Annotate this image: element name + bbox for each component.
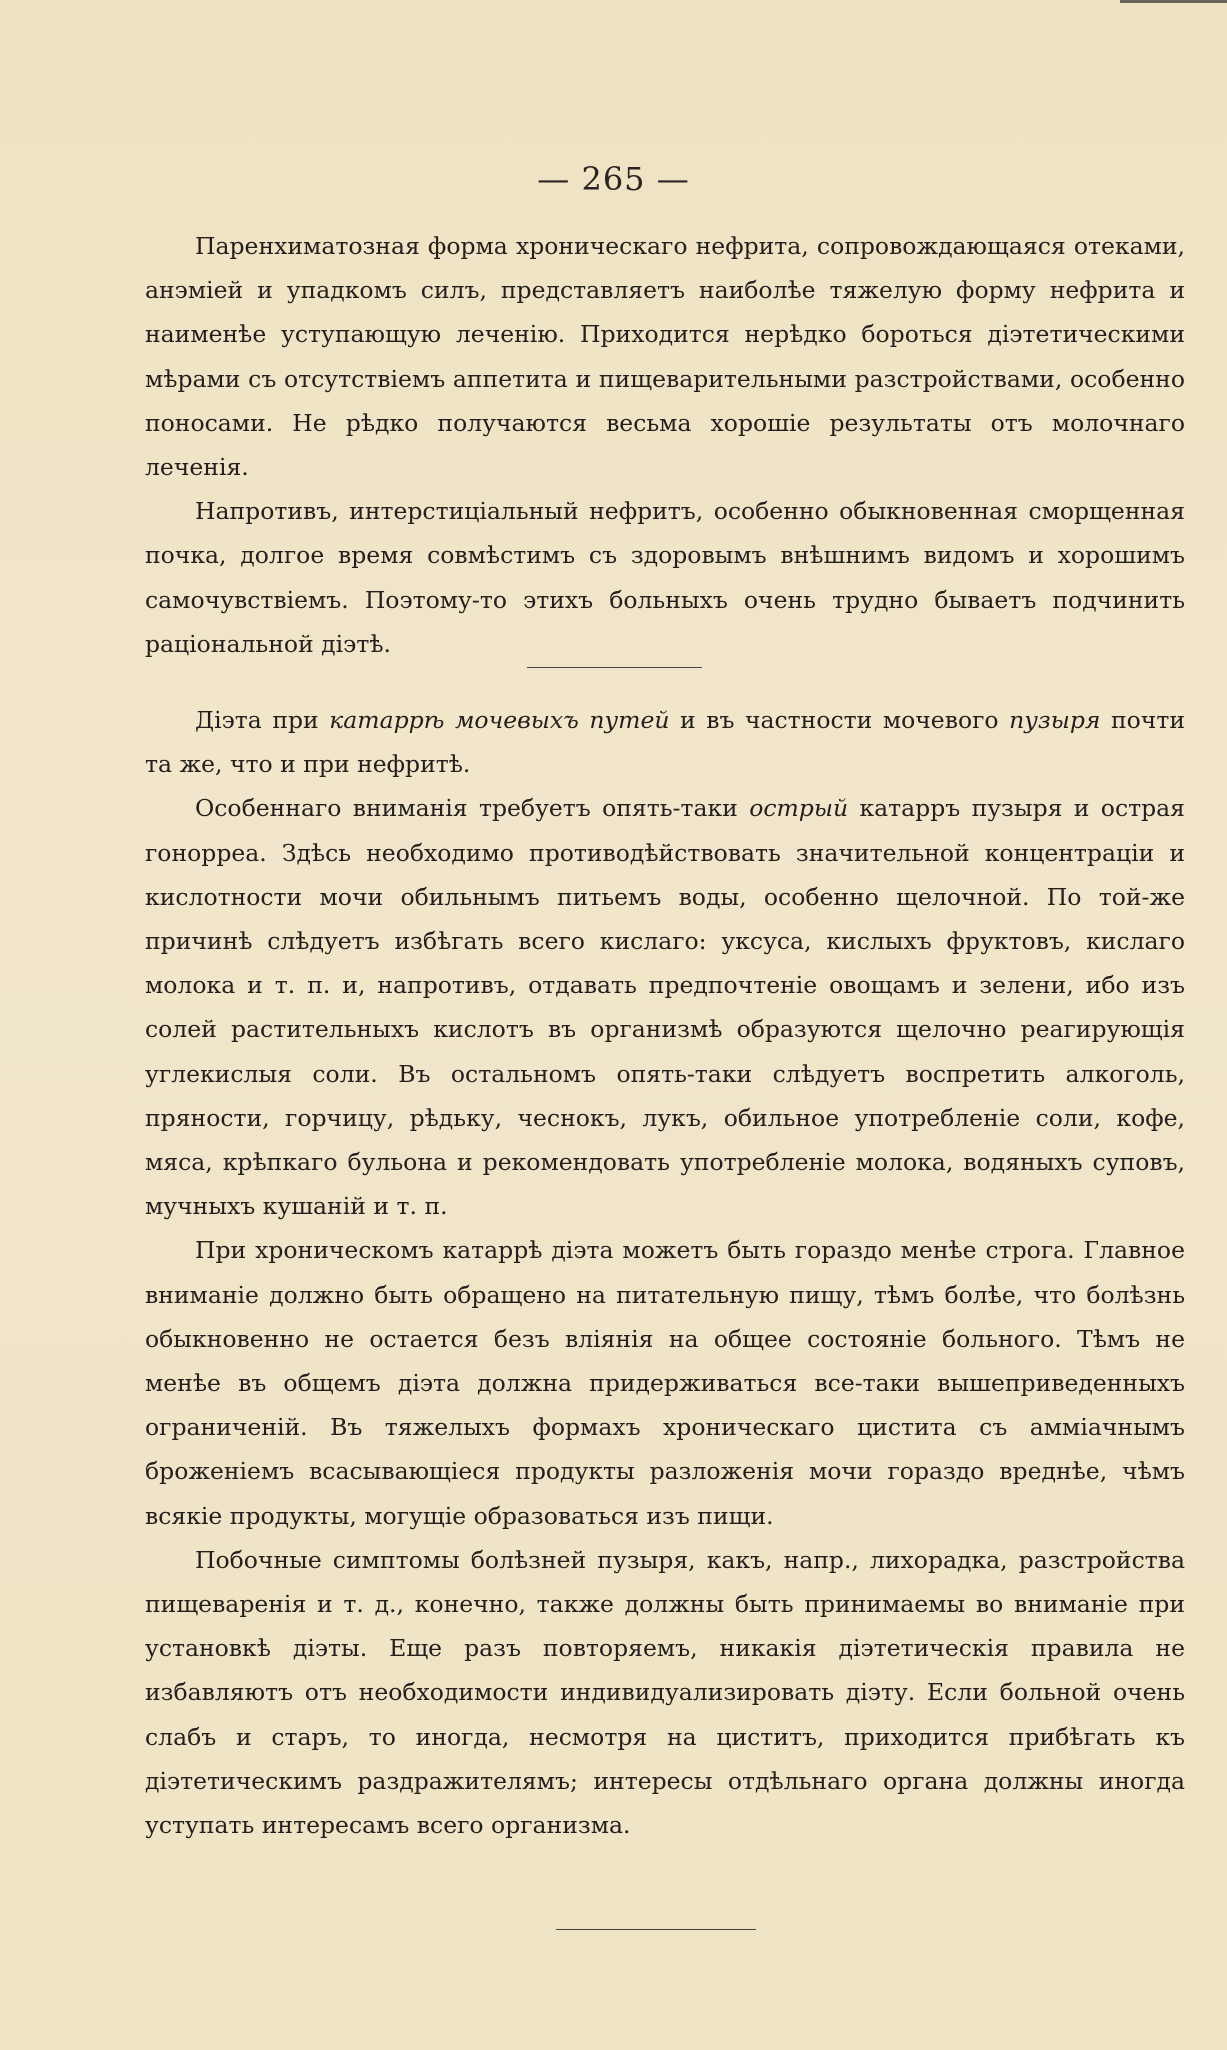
- page-edge-mark: [1120, 0, 1227, 3]
- section-nephritis: [145, 224, 1185, 666]
- text-run: и въ частности мочевого: [669, 706, 1010, 734]
- paragraph-parenchymatous: Паренхиматозная форма хроническаго нефрита, сопровождающаяся отеками, анэміей и упадкомъ силъ, представляетъ наиболѣе тяжелую форму нефрита и наименѣе уступающую леченію. Приходится нерѣдко бороться діэтетическими мѣрами съ отсутствіемъ аппетита и пищеварительными разстройствами, особенно поносами. Не рѣдко получаются весьма хорошіе результаты отъ молочнаго леченія.: [145, 232, 1185, 482]
- emphasis-acute: острый: [749, 794, 849, 823]
- paragraph-acute-catarrh: [145, 786, 1185, 1228]
- page-number: — 265 —: [537, 160, 690, 198]
- paragraph-chronic-catarrh: При хроническомъ катаррѣ діэта можетъ быть гораздо менѣе строга. Главное вниманіе должно быть обращено на питательную пищу, тѣмъ болѣе, что болѣзнь обыкновенно не остается безъ вліянія на общее состояніе больного. Тѣмъ не менѣе въ общемъ діэта должна придерживаться все-таки вышеприведенныхъ ограниченій. Въ тяжелыхъ формахъ хроническаго цистита съ амміачнымъ броженіемъ всасывающіеся продукты разложенія мочи гораздо вреднѣе, чѣмъ всякіе продукты, могущіе образоваться изъ пищи.: [145, 1236, 1185, 1530]
- text-run: почти та же, что и при нефритѣ.: [145, 706, 1185, 779]
- section-bladder-catarrh: [145, 698, 1185, 1847]
- text-run: Діэта при: [195, 706, 330, 734]
- section-divider: [527, 667, 702, 668]
- paragraph-catarrh-intro: [145, 698, 1185, 786]
- end-divider: [556, 1929, 756, 1930]
- emphasis-bladder: пузыря: [1009, 706, 1101, 734]
- paragraph-interstitial: Напротивъ, интерстиціальный нефритъ, особенно обыкновенная сморщенная почка, долгое время совмѣстимъ съ здоровымъ внѣшнимъ видомъ и хорошимъ самочувствіемъ. Поэтому-то этихъ больныхъ очень трудно бываетъ подчинить раціональной діэтѣ.: [145, 497, 1185, 658]
- text-run: катарръ пузыря и острая гонорреа. Здѣсь необходимо противодѣйствовать значительной концентраціи и кислотности мочи обильнымъ питьемъ воды, особенно щелочной. По той-же причинѣ слѣдуетъ избѣгать всего кислаго: уксуса, кислыхъ фруктовъ, кислаго молока и т. п. и, напротивъ, отдавать предпочтеніе овощамъ и зелени, ибо изъ солей растительныхъ кислотъ въ организмѣ образуются щелочно реагирующія углекислыя соли. Въ остальномъ опять-таки слѣдуетъ воспретить алкоголь, пряности, горчицу, рѣдьку, чеснокъ, лукъ, обильное употребленіе соли, кофе, мяса, крѣпкаго бульона и рекомендовать употребленіе молока, водяныхъ суповъ, мучныхъ кушаній и т. п.: [145, 794, 1185, 1221]
- text-run: Особеннаго вниманія требуетъ опять-таки: [195, 794, 750, 823]
- emphasis-catarrh: катаррѣ мочевыхъ путей: [329, 706, 670, 734]
- paragraph-side-symptoms: Побочные симптомы болѣзней пузыря, какъ, напр., лихорадка, разстройства пищеваренія и т. д., конечно, также должны быть принимаемы во вниманіе при установкѣ діэты. Еще разъ повторяемъ, никакія діэтетическія правила не избавляютъ отъ необходимости индивидуализировать діэту. Если больной очень слабъ и старъ, то иногда, несмотря на циститъ, приходится прибѣгать къ діэтетическимъ раздражителямъ; интересы отдѣльнаго органа должны иногда уступать интересамъ всего организма.: [145, 1545, 1185, 1840]
